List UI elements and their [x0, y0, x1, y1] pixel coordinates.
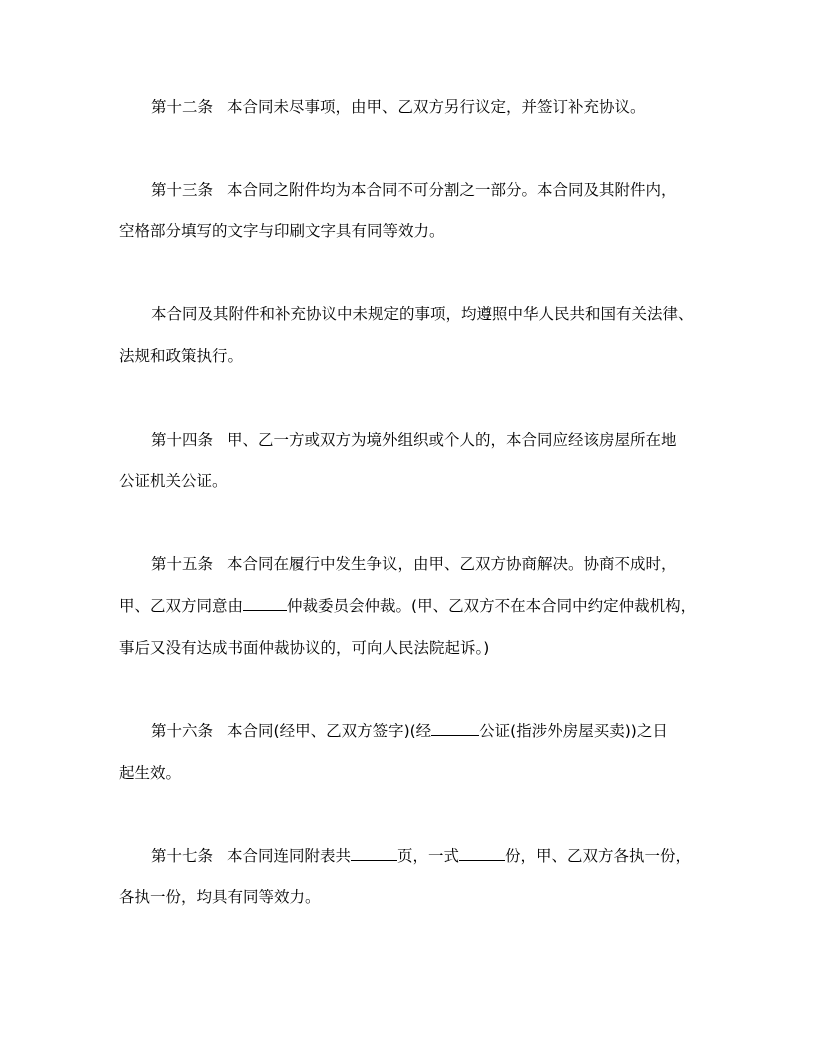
page-count-blank [351, 846, 397, 861]
article-16-line-2: 起生效。 [119, 764, 182, 782]
article-15-text-2a: 甲、乙双方同意由 [119, 597, 244, 615]
article-16-line-1 [151, 721, 668, 741]
article-16-number: 第十六条 [151, 722, 214, 740]
article-15-text-2b: 仲裁委员会仲裁。(甲、乙双方不在本合同中约定仲裁机构， [287, 597, 697, 615]
article-15-number: 第十五条 [151, 555, 214, 573]
article-16-text-1a: 本合同(经甲、乙双方签字)(经 [227, 722, 432, 740]
article-13-text-1: 本合同之附件均为本合同不可分割之一部分。本合同及其附件内， [227, 181, 677, 199]
article-14-line-2: 公证机关公证。 [119, 472, 228, 490]
article-17-number: 第十七条 [151, 847, 214, 865]
article-12-line-1 [151, 97, 646, 117]
supplement-line-2: 法规和政策执行。 [119, 347, 244, 365]
article-14-line-1 [151, 430, 677, 450]
article-13-line-1 [151, 180, 677, 200]
article-17-line-1 [151, 846, 691, 866]
copy-count-blank [459, 846, 505, 861]
article-15-text-1: 本合同在履行中发生争议，由甲、乙双方协商解决。协商不成时， [227, 555, 677, 573]
article-12-number: 第十二条 [151, 98, 214, 116]
article-17-line-2: 各执一份，均具有同等效力。 [119, 888, 321, 906]
article-14-text-1: 甲、乙一方或双方为境外组织或个人的，本合同应经该房屋所在地 [227, 431, 677, 449]
article-16-text-1b: 公证(指涉外房屋买卖))之日 [479, 722, 668, 740]
article-14-number: 第十四条 [151, 431, 214, 449]
article-17-text-1c: 份，甲、乙双方各执一份， [505, 847, 692, 865]
article-15-line-3: 事后又没有达成书面仲裁协议的，可向人民法院起诉。) [119, 639, 490, 657]
article-13-number: 第十三条 [151, 181, 214, 199]
article-17-text-1a: 本合同连同附表共 [227, 847, 352, 865]
supplement-line-1: 本合同及其附件和补充协议中未规定的事项，均遵照中华人民共和国有关法律、 [151, 305, 694, 323]
article-13-line-2: 空格部分填写的文字与印刷文字具有同等效力。 [119, 222, 445, 240]
article-15-line-2 [119, 596, 696, 616]
arbitration-committee-blank [243, 596, 287, 611]
article-15-line-1 [151, 554, 677, 574]
article-17-text-1b: 页，一式 [397, 847, 460, 865]
notary-blank [431, 721, 479, 736]
article-12-text: 本合同未尽事项，由甲、乙双方另行议定，并签订补充协议。 [227, 98, 646, 116]
